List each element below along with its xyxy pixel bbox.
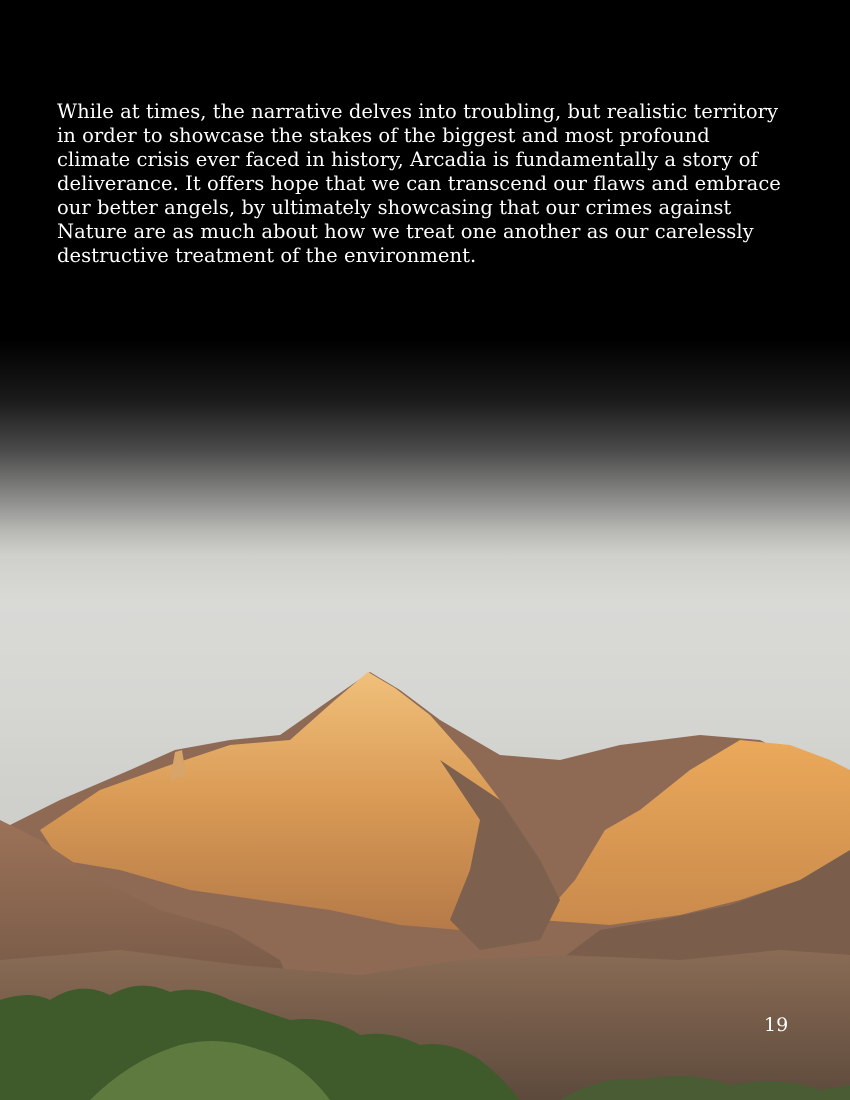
page-number: 19	[764, 1014, 789, 1036]
body-paragraph: While at times, the narrative delves into troubling, but realistic territory in order to showcase the stakes of the biggest and most profound climate crisis ever faced in history, Arcadia is fundamentally a story of deliverance. It offers hope that we can transcend our flaws and embrace our better angels, by ultimately showcasing that our crimes against Nature are as much about how we treat one another as our carelessly destructive treatment of the environment.	[57, 100, 781, 267]
